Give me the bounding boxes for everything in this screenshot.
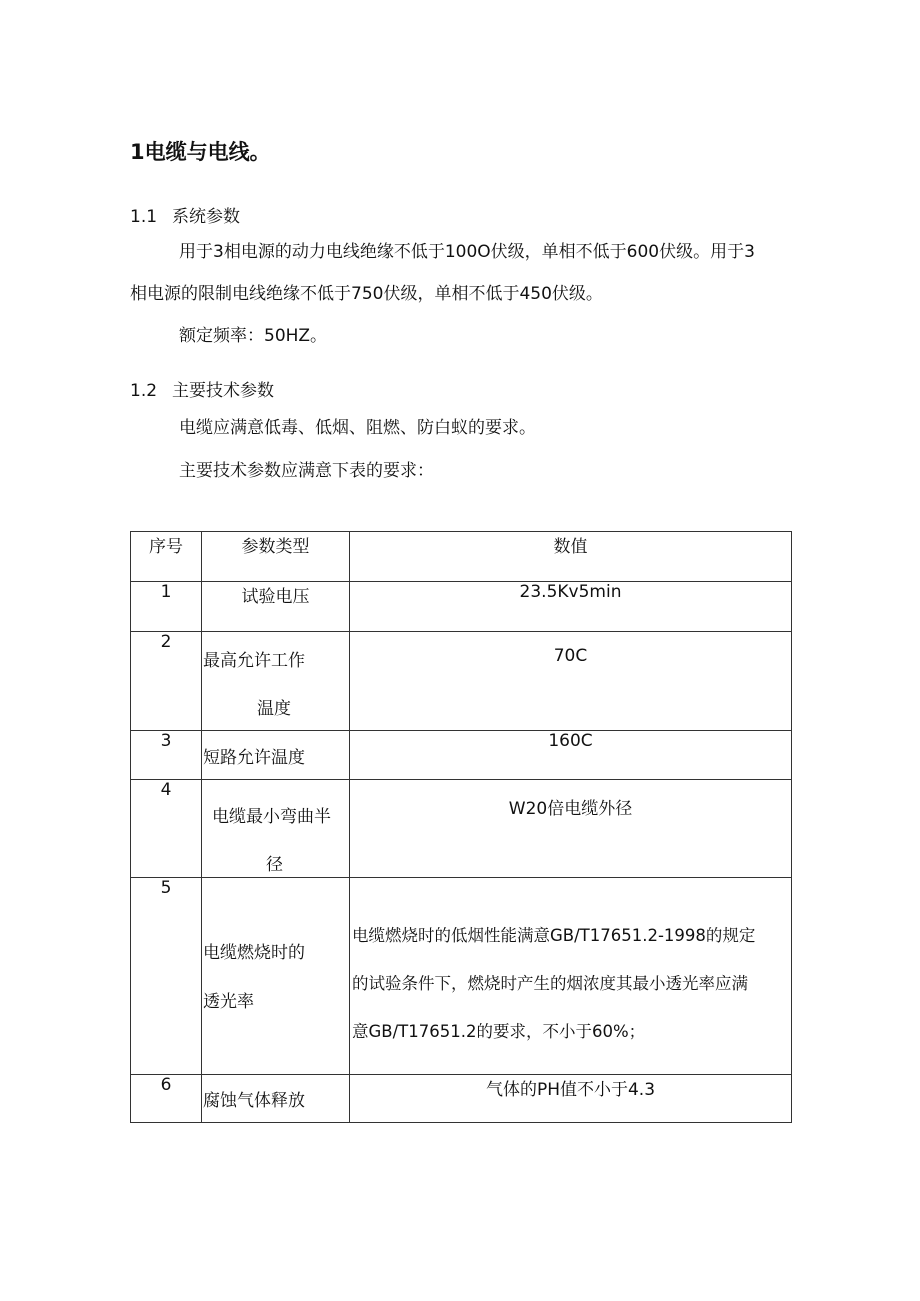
row-no: 1 bbox=[160, 582, 172, 602]
paragraph: 电缆应满意低毒、低烟、阻燃、防白蚁的要求。 bbox=[179, 418, 536, 438]
section-title: 系统参数 bbox=[172, 207, 240, 227]
table-row bbox=[131, 632, 792, 731]
paragraph-line: 用于3相电源的动力电线绝缘不低于100O伏级，单相不低于600伏级。用于3 bbox=[179, 242, 755, 262]
table-row bbox=[131, 1075, 792, 1123]
row-value: 电缆燃烧时的低烟性能满意GB/T17651.2-1998的规定 的试验条件下，燃烧时产生的烟浓度其最小透光率应满 意GB/T17651.2的要求，不小于60%； bbox=[352, 926, 756, 1041]
row-value: 23.5Kv5min bbox=[519, 582, 622, 602]
row-type: 最高允许工作 温度 bbox=[203, 651, 305, 719]
paragraph: 主要技术参数应满意下表的要求： bbox=[179, 461, 434, 481]
section-number: 1.2 bbox=[130, 381, 158, 401]
section-heading-1-2 bbox=[130, 376, 274, 401]
header-no: 序号 bbox=[149, 537, 183, 557]
row-type: 电缆最小弯曲半 径 bbox=[212, 807, 331, 875]
row-value: W20倍电缆外径 bbox=[508, 799, 633, 819]
row-type: 电缆燃烧时的 透光率 bbox=[203, 943, 305, 1012]
row-no: 4 bbox=[160, 780, 172, 800]
section-heading-1-1 bbox=[130, 202, 240, 227]
row-no: 5 bbox=[160, 878, 172, 898]
table-row bbox=[131, 731, 792, 780]
row-value: 160C bbox=[548, 731, 593, 751]
table-header-row bbox=[131, 532, 792, 582]
header-type: 参数类型 bbox=[241, 537, 310, 557]
table-row bbox=[131, 878, 792, 1075]
rated-frequency: 额定频率：50HZ。 bbox=[179, 326, 328, 346]
row-no: 2 bbox=[160, 632, 172, 652]
paragraph-line: 相电源的限制电线绝缘不低于750伏级，单相不低于450伏级。 bbox=[130, 284, 603, 304]
header-value: 数值 bbox=[553, 537, 588, 557]
row-value: 气体的PH值不小于4.3 bbox=[485, 1080, 656, 1100]
row-type: 试验电压 bbox=[241, 587, 310, 607]
row-type: 短路允许温度 bbox=[203, 748, 305, 768]
table-row bbox=[131, 780, 792, 878]
row-no: 6 bbox=[160, 1075, 172, 1095]
table-row bbox=[131, 582, 792, 632]
section-number: 1.1 bbox=[130, 207, 158, 227]
row-no: 3 bbox=[160, 731, 172, 751]
section-title: 主要技术参数 bbox=[172, 381, 274, 401]
row-value: 70C bbox=[553, 646, 588, 666]
chapter-heading: 1电缆与电线。 bbox=[130, 140, 271, 164]
row-type: 腐蚀气体释放 bbox=[203, 1091, 305, 1111]
spec-table bbox=[130, 531, 792, 1123]
